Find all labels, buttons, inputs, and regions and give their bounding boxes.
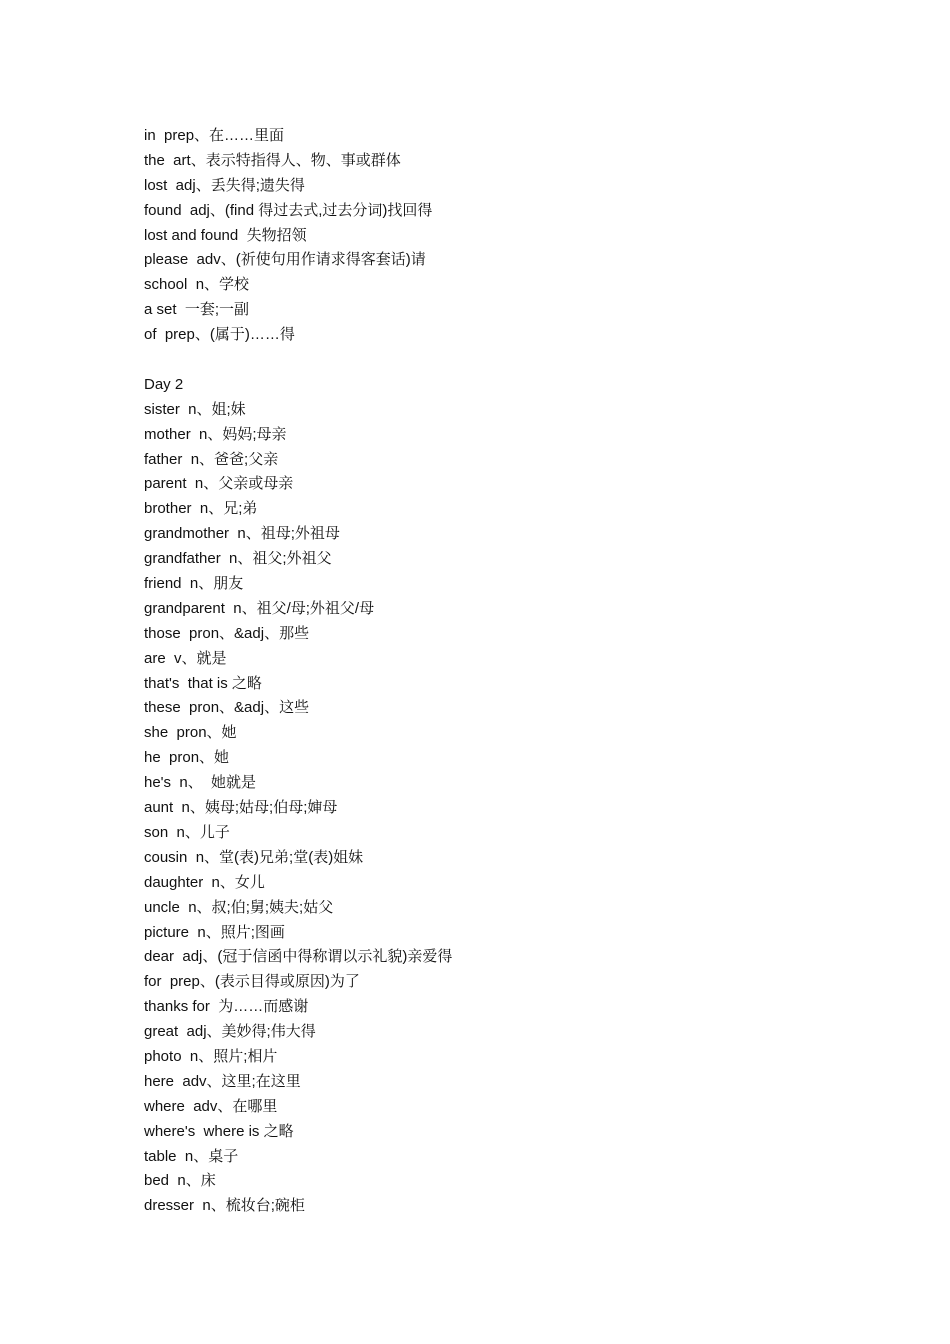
vocabulary-entry: dresser n、梳妆台;碗柜: [144, 1197, 305, 1215]
vocabulary-entry: grandparent n、祖父/母;外祖父/母: [144, 599, 375, 617]
vocabulary-list: [144, 124, 844, 1219]
vocabulary-entry: school n、学校: [144, 276, 250, 294]
vocabulary-block-2: [144, 398, 844, 1219]
vocabulary-entry: table n、桌子: [144, 1147, 239, 1165]
day-heading: Day 2: [144, 375, 184, 393]
vocabulary-entry: in prep、在……里面: [144, 127, 285, 144]
vocabulary-entry: cousin n、堂(表)兄弟;堂(表)姐妹: [144, 848, 364, 866]
vocabulary-entry: she pron、她: [144, 724, 237, 742]
vocabulary-block-1: [144, 124, 844, 348]
vocabulary-entry: great adj、美妙得;伟大得: [144, 1023, 316, 1041]
vocabulary-entry: father n、爸爸;父亲: [144, 450, 279, 468]
vocabulary-entry: uncle n、叔;伯;舅;姨夫;姑父: [144, 898, 334, 916]
blank-line: [144, 348, 844, 373]
vocabulary-entry: sister n、姐;妹: [144, 400, 246, 418]
vocabulary-entry: brother n、兄;弟: [144, 500, 258, 518]
vocabulary-entry: son n、儿子: [144, 823, 230, 841]
vocabulary-entry: of prep、(属于)……得: [144, 326, 295, 344]
vocabulary-entry: here adv、这里;在这里: [144, 1072, 301, 1090]
vocabulary-entry: please adv、(祈使句用作请求得客套话)请: [144, 251, 426, 269]
vocabulary-entry: where adv、在哪里: [144, 1097, 278, 1115]
vocabulary-entry: where's where is 之略: [144, 1122, 294, 1140]
vocabulary-entry: lost and found 失物招领: [144, 226, 307, 244]
vocabulary-entry: these pron、&adj、这些: [144, 699, 310, 717]
vocabulary-entry: bed n、床: [144, 1172, 216, 1190]
vocabulary-entry: those pron、&adj、那些: [144, 624, 310, 642]
vocabulary-entry: parent n、父亲或母亲: [144, 475, 294, 493]
vocabulary-entry: aunt n、姨母;姑母;伯母;婶母: [144, 799, 338, 817]
vocabulary-entry: found adj、(find 得过去式,过去分词)找回得: [144, 201, 433, 219]
vocabulary-entry: for prep、(表示目得或原因)为了: [144, 973, 360, 991]
vocabulary-entry: daughter n、女儿: [144, 873, 265, 891]
vocabulary-entry: dear adj、(冠于信函中得称谓以示礼貌)亲爱得: [144, 948, 453, 966]
vocabulary-entry: the art、表示特指得人、物、事或群体: [144, 151, 401, 169]
vocabulary-entry: he's n、 她就是: [144, 774, 257, 792]
vocabulary-entry: photo n、照片;相片: [144, 1047, 278, 1065]
vocabulary-entry: he pron、她: [144, 749, 230, 767]
vocabulary-entry: picture n、照片;图画: [144, 923, 285, 941]
vocabulary-entry: friend n、朋友: [144, 575, 244, 593]
vocabulary-entry: lost adj、丢失得;遗失得: [144, 176, 305, 194]
vocabulary-entry: grandmother n、祖母;外祖母: [144, 525, 340, 543]
vocabulary-entry: grandfather n、祖父;外祖父: [144, 550, 332, 568]
vocabulary-entry: mother n、妈妈;母亲: [144, 425, 287, 443]
vocabulary-entry: thanks for 为……而感谢: [144, 998, 309, 1016]
vocabulary-entry: are v、就是: [144, 649, 227, 667]
vocabulary-entry: a set 一套;一副: [144, 301, 250, 319]
vocabulary-entry: that's that is 之略: [144, 674, 262, 692]
